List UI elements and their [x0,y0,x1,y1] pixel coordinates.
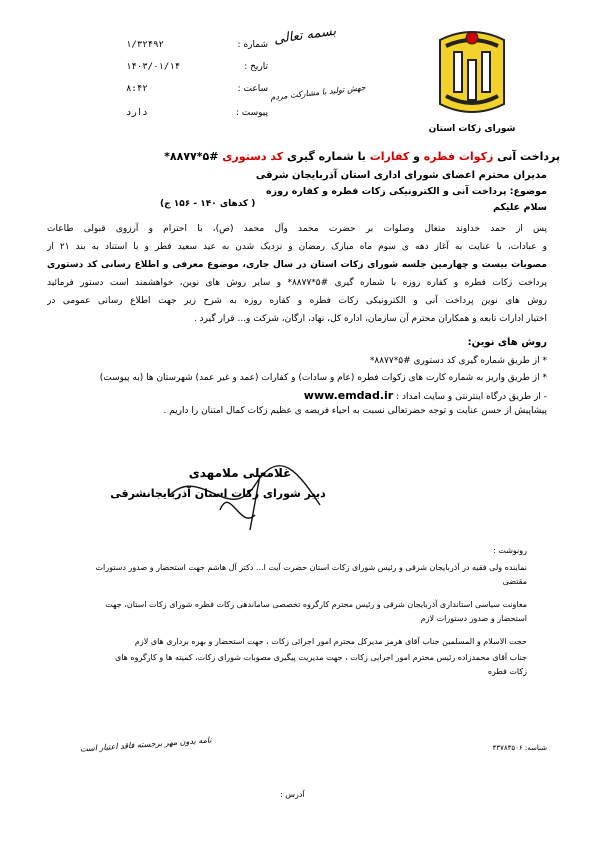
body-line: روش های نوین پرداخت آنی و الکترونیکی زکات فطره و کفاره روزه به شرح زیر جهت اطلاع رسانی عمومی در [47,296,547,306]
slogan: جهش تولید با مشارکت مردم [269,83,367,102]
zakat-council-logo [432,26,512,118]
meta-number: شماره : ۱/۳۲۴۹۲ [126,40,268,50]
subject-line: موضوع: پرداخت آنی و الکترونیکی زکات فطره و کفاره روزه [266,186,547,197]
body-line: پرداخت زکات فطره و کفاره روزه با شماره گیری #۵*۸۸۷۷* و سایر روش های نوین، خواهشمند است دستور فرمائید [47,278,547,288]
website-link[interactable]: www.emdad.ir [303,389,394,402]
validity-note: نامه بدون مهر برجسته فاقد اعتبار است [79,735,212,754]
closing-line: پیشاپیش از حسن عنایت و توجه حضرتعالی نسبت به احیاء فریضه ی عظیم زکات کمال امتنان را داریم . [163,406,547,416]
body-paragraph [47,220,547,328]
meta-date: تاریخ : ۱۴۰۳/۰۱/۱۴ [126,62,268,72]
meta-time: ساعت : ۸:۴۲ [126,84,268,94]
copy-line: استحضار و صدور دستورات لازم [420,614,527,623]
signatory-name: غلامعلی ملامهدی [188,466,292,480]
copy-line: معاونت سیاسی استانداری آذربایجان شرقی و رئیس محترم کارگروه تخصصی ساماندهی زکات فطره شورای زکات استان، جهت [105,600,527,609]
meta-attachment: پیوست : دارد [126,108,268,118]
methods-title: روش های نوین: [467,337,547,348]
copy-line: نماینده ولی فقیه در آذربایجان شرقی و رئیس شورای زکات استان حضرت آیت ا... دکتر آل هاشم جهت استحضار و صدور دستورات [95,563,527,572]
method-item: * از طریق واریز به شماره کارت های زکوات فطره (عام و سادات) و کفارات (عمد و غیر عمد) شهرستان ها (به پیوست) [99,373,547,383]
method-item: * از طریق شماره گیری کد دستوری #۵*۸۸۷۷* [369,356,547,366]
body-line: مصوبات بیست و چهارمین جلسه شورای زکات استان در سال جاری، موضوع معرفی و اطلاع رسانی کد دستوری [47,260,547,270]
body-line: و عبادات، با عنایت به آغاز دهه ی سوم ماه مبارک رمضان و نزدیک شدن به عید سعید فطر و با استناد به بند ۲۱ از [47,242,547,252]
method-item: - از طریق درگاه اینترنتی و سایت امداد : www.emdad.ir [303,389,547,402]
copies-label: رونوشت : [493,546,527,555]
copy-line: جناب آقای محمدزاده رئیس محترم امور اجرایی زکات ، جهت مدیریت پیگیری مصوبات شورای زکات، کمیته ها و کارگروه های [114,653,527,662]
recipient-line: مدیران محترم اعضای شورای اداری استان آذربایجان شرقی [255,170,547,181]
bismillah-heading: بسمه تعالی [273,23,337,48]
logo-caption: شورای زکات استان [428,124,516,134]
address-label: آدرس : [280,790,305,799]
codes-note: ( کدهای ۱۴۰ - ۱۵۶ ج) [160,199,256,209]
document-id: شناسه: ۴۳۷۸۳۵۰۶ [492,744,547,752]
letter-title: پرداخت آنی زکوات فطره و کفارات با شماره گیری کد دستوری #۵*۸۸۷۷* [164,150,560,163]
body-line: اختیار ادارات تابعه و همکاران محترم آن سازمان، اداره کل، نهاد، ارگان، شرکت و... قرار گیرد . [193,314,547,324]
copy-line: حجت الاسلام و المسلمین جناب آقای هرمز مدیرکل محترم امور اجرائی زکات ، جهت استحضار و بهره برداری های لازم [134,637,527,646]
signatory-title: دبیر شورای زکات استان آذربایجانشرقی [110,487,326,500]
copy-line: مقتضی [502,577,527,586]
greeting: سلام علیکم [492,202,547,213]
body-line: پس از حمد خداوند متعال وصلوات بر حضرت محمد وآل محمد (ص)، با احترام و آرزوی قبولی طاعات [47,224,547,234]
copy-line: زکات فطره [487,667,527,676]
